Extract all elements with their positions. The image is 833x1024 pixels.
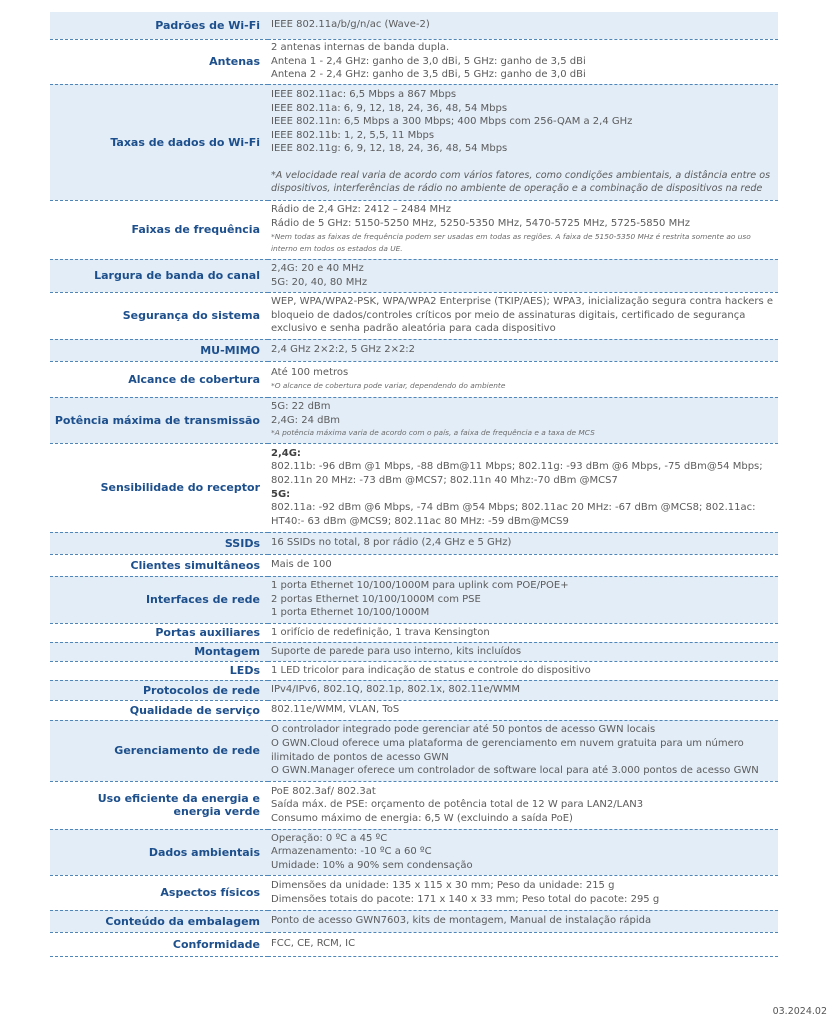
value-line: 2 antenas internas de banda dupla. bbox=[271, 42, 450, 54]
value-line: Saída máx. de PSE: orçamento de potência total de 12 W para LAN2/LAN3 bbox=[271, 799, 644, 811]
spec-row-aux-ports bbox=[50, 623, 778, 642]
spec-label: Taxas de dados do Wi-Fi bbox=[50, 84, 268, 200]
value-note: *Nem todas as faixas de frequência podem ser usadas em todas as regiões. A faixa de 5150-5350 MHz é restrita somente ao uso interno em todos os estados da UE. bbox=[271, 231, 751, 254]
spec-label: Gerenciamento de rede bbox=[50, 720, 268, 781]
value-text: O GWN.Cloud oferece uma plataforma de gerenciamento em nuvem gratuita para um número ilimitado de pontos de acesso GWN bbox=[271, 737, 744, 763]
spec-label: Antenas bbox=[50, 39, 268, 84]
spec-row-energy bbox=[50, 781, 778, 829]
spec-value bbox=[268, 680, 778, 700]
spec-row-environmental bbox=[50, 829, 778, 875]
value-line: 2,4G: 24 dBm bbox=[271, 414, 341, 426]
spec-value bbox=[268, 200, 778, 259]
spec-table bbox=[50, 12, 778, 957]
value-line: 2 portas Ethernet 10/100/1000M com PSE bbox=[271, 593, 481, 605]
spec-label: Sensibilidade do receptor bbox=[50, 443, 268, 532]
value-line: 16 SSIDs no total, 8 por rádio (2,4 GHz e 5 GHz) bbox=[271, 537, 512, 549]
spec-row-wifi-standards bbox=[50, 12, 778, 39]
spec-value bbox=[268, 910, 778, 932]
spec-value bbox=[268, 397, 778, 443]
value-line: Armazenamento: -10 ºC a 60 ºC bbox=[271, 846, 432, 858]
spec-label: Alcance de cobertura bbox=[50, 361, 268, 397]
spec-row-mu-mimo bbox=[50, 339, 778, 361]
spec-row-concurrent-clients bbox=[50, 554, 778, 576]
spec-label: Uso eficiente da energia e energia verde bbox=[50, 781, 268, 829]
spec-row-ssids bbox=[50, 532, 778, 554]
spec-row-network-protocols bbox=[50, 680, 778, 700]
value-text: 802.11a: -92 dBm @6 Mbps, -74 dBm @54 Mbps; 802.11ac 20 MHz: -67 dBm @MCS8; 802.11ac: HT40:- 63 dBm @MCS9; 802.11ac 80 MHz: -59 dBm@MCS9 bbox=[271, 502, 756, 527]
spec-row-max-tx-power bbox=[50, 397, 778, 443]
band-heading-24: 2,4G: bbox=[271, 447, 301, 459]
value-text: WEP, WPA/WPA2-PSK, WPA/WPA2 Enterprise (TKIP/AES); WPA3, inicialização segura contra hackers e bloqueio de dados/controles críticos por meio de assinaturas digitais, certificado de segurança exclusivo e senha padrão aleatória para cada dispositivo bbox=[271, 296, 774, 335]
spec-label: Conteúdo da embalagem bbox=[50, 910, 268, 932]
value-line: IEEE 802.11a: 6, 9, 12, 18, 24, 36, 48, 54 Mbps bbox=[271, 102, 508, 114]
spec-value bbox=[268, 259, 778, 292]
value-line: IPv4/IPv6, 802.1Q, 802.1p, 802.1x, 802.11e/WMM bbox=[271, 684, 520, 696]
value-line: 2,4 GHz 2×2:2, 5 GHz 2×2:2 bbox=[271, 344, 416, 356]
value-line: Antena 1 - 2,4 GHz: ganho de 3,0 dBi, 5 GHz: ganho de 3,5 dBi bbox=[271, 55, 586, 67]
value-line: IEEE 802.11g: 6, 9, 12, 18, 24, 36, 48, 54 Mbps bbox=[271, 143, 508, 155]
spec-value bbox=[268, 361, 778, 397]
spec-value bbox=[268, 875, 778, 910]
spec-label: MU-MIMO bbox=[50, 339, 268, 361]
value-line: 1 porta Ethernet 10/100/1000M bbox=[271, 607, 430, 619]
spec-value bbox=[268, 292, 778, 339]
spec-row-compliance bbox=[50, 932, 778, 956]
spec-row-channel-bandwidth bbox=[50, 259, 778, 292]
value-line: IEEE 802.11n: 6,5 Mbps a 300 Mbps; 400 Mbps com 256-QAM a 2,4 GHz bbox=[271, 116, 633, 128]
spec-row-antennas bbox=[50, 39, 778, 84]
value-line: Rádio de 5 GHz: 5150-5250 MHz, 5250-5350 MHz, 5470-5725 MHz, 5725-5850 MHz bbox=[271, 218, 690, 229]
spec-label: Segurança do sistema bbox=[50, 292, 268, 339]
value-line: Dimensões da unidade: 135 x 115 x 30 mm; Peso da unidade: 215 g bbox=[271, 879, 615, 891]
spacer bbox=[271, 156, 778, 169]
value-line: Rádio de 2,4 GHz: 2412 – 2484 MHz bbox=[271, 204, 451, 216]
spec-value bbox=[268, 661, 778, 680]
spec-value bbox=[268, 720, 778, 781]
value-line: 2,4G: 20 e 40 MHz bbox=[271, 262, 364, 274]
spec-value bbox=[268, 642, 778, 661]
value-line: O GWN.Manager oferece um controlador de software local para até 3.000 pontos de acesso GWN bbox=[271, 765, 759, 777]
spec-row-data-rates bbox=[50, 84, 778, 200]
spec-label: Qualidade de serviço bbox=[50, 700, 268, 720]
spec-label: Montagem bbox=[50, 642, 268, 661]
value-line: Antena 2 - 2,4 GHz: ganho de 3,5 dBi, 5 GHz: ganho de 3,0 dBi bbox=[271, 69, 586, 81]
spec-value bbox=[268, 443, 778, 532]
spec-label: Conformidade bbox=[50, 932, 268, 956]
spec-value bbox=[268, 339, 778, 361]
value-note: *A velocidade real varia de acordo com vários fatores, como condições ambientais, a distância entre os dispositivos, interferências de rádio no ambiente de operação e a combinação de dispositivos na rede bbox=[271, 170, 771, 195]
spec-value bbox=[268, 12, 778, 39]
spec-label: Protocolos de rede bbox=[50, 680, 268, 700]
spec-row-mounting bbox=[50, 642, 778, 661]
spec-row-leds bbox=[50, 661, 778, 680]
spec-label: LEDs bbox=[50, 661, 268, 680]
spec-label: Dados ambientais bbox=[50, 829, 268, 875]
value-line: Ponto de acesso GWN7603, kits de montagem, Manual de instalação rápida bbox=[271, 915, 652, 927]
spec-value bbox=[268, 554, 778, 576]
value-line: Operação: 0 ºC a 45 ºC bbox=[271, 832, 388, 844]
value-line: 5G: 20, 40, 80 MHz bbox=[271, 276, 368, 288]
value-line: Dimensões totais do pacote: 171 x 140 x 33 mm; Peso total do pacote: 295 g bbox=[271, 893, 660, 905]
spec-row-qos bbox=[50, 700, 778, 720]
spec-value bbox=[268, 932, 778, 956]
spec-label: Clientes simultâneos bbox=[50, 554, 268, 576]
spec-value bbox=[268, 781, 778, 829]
spec-value bbox=[268, 829, 778, 875]
spec-label: SSIDs bbox=[50, 532, 268, 554]
value-line: 1 porta Ethernet 10/100/1000M para uplink com POE/POE+ bbox=[271, 580, 569, 592]
spec-row-rx-sensitivity bbox=[50, 443, 778, 532]
value-line: Consumo máximo de energia: 6,5 W (excluindo a saída PoE) bbox=[271, 812, 573, 824]
value-note: *O alcance de cobertura pode variar, dependendo do ambiente bbox=[271, 380, 506, 390]
spec-label: Interfaces de rede bbox=[50, 576, 268, 623]
spec-row-network-management bbox=[50, 720, 778, 781]
spec-label: Largura de banda do canal bbox=[50, 259, 268, 292]
spec-value bbox=[268, 623, 778, 642]
value-line: PoE 802.3af/ 802.3at bbox=[271, 785, 376, 797]
document-date: 03.2024.02 bbox=[772, 1006, 827, 1017]
spec-value bbox=[268, 532, 778, 554]
value-line: IEEE 802.11b: 1, 2, 5,5, 11 Mbps bbox=[271, 129, 435, 141]
value-line: 802.11e/WMM, VLAN, ToS bbox=[271, 704, 400, 716]
band-heading-5: 5G: bbox=[271, 488, 291, 500]
value-line: O controlador integrado pode gerenciar até 50 pontos de acesso GWN locais bbox=[271, 724, 656, 736]
value-text: 802.11b: -96 dBm @1 Mbps, -88 dBm@11 Mbps; 802.11g: -93 dBm @6 Mbps, -75 dBm@54 Mbps; 802.11n 20 MHz: -73 dBm @MCS7; 802.11n 40 Mhz:-70 dBm @MCS7 bbox=[271, 461, 763, 486]
value-line: Até 100 metros bbox=[271, 366, 349, 378]
spec-value bbox=[268, 39, 778, 84]
value-line: Umidade: 10% a 90% sem condensação bbox=[271, 859, 473, 871]
value-line: 5G: 22 dBm bbox=[271, 401, 331, 413]
spec-label: Faixas de frequência bbox=[50, 200, 268, 259]
spec-row-package-contents bbox=[50, 910, 778, 932]
spec-row-network-interfaces bbox=[50, 576, 778, 623]
value-line: 1 orifício de redefinição, 1 trava Kensington bbox=[271, 626, 490, 638]
spec-label: Aspectos físicos bbox=[50, 875, 268, 910]
spec-value bbox=[268, 700, 778, 720]
value-line: FCC, CE, RCM, IC bbox=[271, 938, 356, 950]
spec-row-coverage bbox=[50, 361, 778, 397]
spec-row-frequency-bands bbox=[50, 200, 778, 259]
spec-value bbox=[268, 576, 778, 623]
spec-label: Padrões de Wi-Fi bbox=[50, 12, 268, 39]
value-line: IEEE 802.11ac: 6,5 Mbps a 867 Mbps bbox=[271, 89, 457, 101]
value-note: *A potência máxima varia de acordo com o país, a faixa de frequência e a taxa de MCS bbox=[271, 428, 595, 438]
spec-value bbox=[268, 84, 778, 200]
value-line: IEEE 802.11a/b/g/n/ac (Wave-2) bbox=[271, 19, 430, 31]
spec-row-system-security bbox=[50, 292, 778, 339]
value-line: 1 LED tricolor para indicação de status e controle do dispositivo bbox=[271, 664, 591, 676]
spec-label: Portas auxiliares bbox=[50, 623, 268, 642]
value-line: Suporte de parede para uso interno, kits incluídos bbox=[271, 645, 522, 657]
value-line: Mais de 100 bbox=[271, 559, 332, 571]
spec-label: Potência máxima de transmissão bbox=[50, 397, 268, 443]
spec-row-physical bbox=[50, 875, 778, 910]
